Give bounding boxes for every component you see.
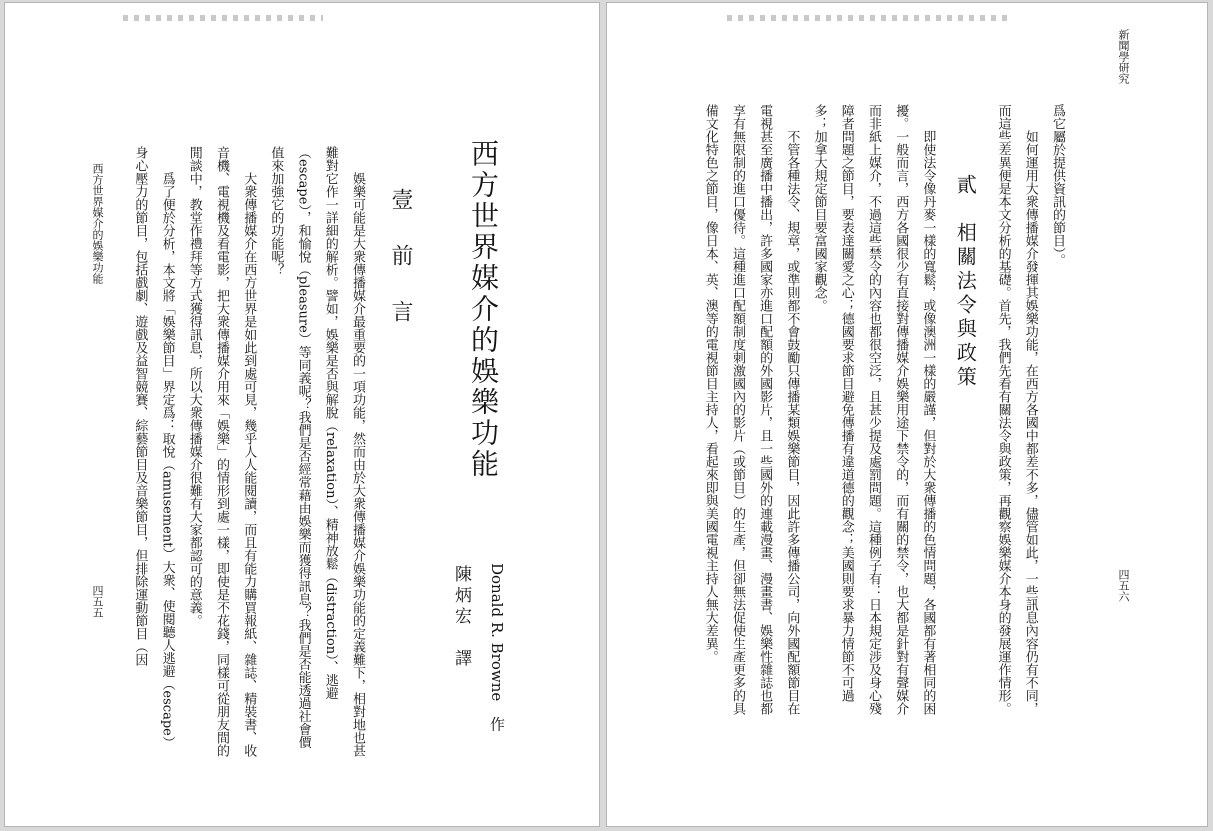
page-number: 四五五 bbox=[91, 585, 104, 618]
running-head: 西方世界媒介的娛樂功能 bbox=[91, 163, 104, 284]
running-head: 新聞學研究 bbox=[1117, 29, 1130, 84]
section-heading-policy: 貳 相關法令與政策 bbox=[953, 174, 978, 390]
right-page bbox=[606, 2, 1208, 827]
paragraph: 大衆傳播媒介在西方世界是如此到處可見，幾乎人人能閱讀，而且有能力購買報紙、雜誌、精裝書、收音機、電視機及看電影，把大衆傳播媒介用來「娛樂」的情形到處一樣，即使是不花錢，同樣可從朋友間的閒談中，教堂作禮拜等方式獲得訊息，所以大衆傳播媒介很難有大家都認可的意義。 bbox=[186, 146, 257, 757]
paragraph: 如何運用大衆傳播媒介發揮其娛樂功能，在西方各國中都差不多，儘管如此，一些訊息內容仍有不同，而這些差異便是本文分析的基礎。首先，我們先看有關法令與政策，再觀察娛樂媒介本身的發展運作情形。 bbox=[995, 104, 1038, 715]
page-number: 四五六 bbox=[1117, 569, 1130, 602]
paragraph: 娛樂可能是大衆傳播媒介最重要的一項功能，然而由於大衆傳播媒介娛樂功能的定義難下，相對地也甚難對它作一詳細的解析。譬如，娛樂是否與解脫（relaxation）、精神放鬆（distraction）、逃避（escape），和愉悅（pleasure）等同義呢？我們是否經常藉由娛樂而獲得訊息？我們是否能透過社會價值來加強它的功能呢？ bbox=[268, 146, 365, 757]
scan-artifact bbox=[727, 15, 1007, 21]
translator-credit: 陳炳宏 譯 bbox=[451, 565, 471, 670]
paragraph: 爲了便於分析，本文將「娛樂節目」界定爲：取悅（amusement）大衆、使閱聽人逃避（escape）身心壓力的節目，包括戲劇、遊戲及益智競賽、綜藝節目及音樂節目，但排除運動節目（因 bbox=[132, 146, 175, 749]
body-text-right bbox=[663, 104, 1071, 724]
paragraph: 即使法令像丹麥一樣的寬鬆，或像澳洲一樣的嚴謹，但對於大衆傳播的色情問題，各國都有著相同的困擾。一般而言，西方各國很少有直接對傳播媒介娛樂用途下禁令的，而有關的禁令，也大都是針對有聲媒介而非紙上媒介，不過這些禁令的內容也都很空泛，且甚少提及處罰問題。這種例子有：日本規定涉及身心殘障者問題之節目，要表達關愛之心；德國要求節目避免傳播有違道德的觀念；美國則要求暴力情節不可過多；加拿大規定節目要富國家觀念。 bbox=[811, 104, 936, 715]
paragraph: 爲它屬於提供資訊的節目）。 bbox=[1050, 104, 1065, 267]
left-page bbox=[4, 2, 600, 827]
paragraph: 不管各種法令、規章，或準則都不會鼓勵只傳播某類娛樂節目，因此許多傳播公司，向外國配額節目在電視甚至廣播中播出，許多國家亦進口配額的外國影片，且一些國外的連載漫畫、漫畫書、娛樂性雜誌也都享有無限制的進口優待。這種進口配額制度刺激國內的影片（或節目）的生產，但卻無法促使生產更多的具備文化特色之節目，像日本、英、澳等的電視節目主持人，看起來即與美國電視主持人無大差異。 bbox=[702, 104, 800, 715]
author-credit: Donald R. Browne 作 bbox=[488, 563, 506, 732]
section-heading-preface: 壹 前 言 bbox=[388, 188, 413, 328]
body-text-left bbox=[132, 146, 371, 758]
article-title: 西方世界媒介的娛樂功能 bbox=[467, 139, 500, 480]
scan-artifact bbox=[123, 15, 323, 21]
